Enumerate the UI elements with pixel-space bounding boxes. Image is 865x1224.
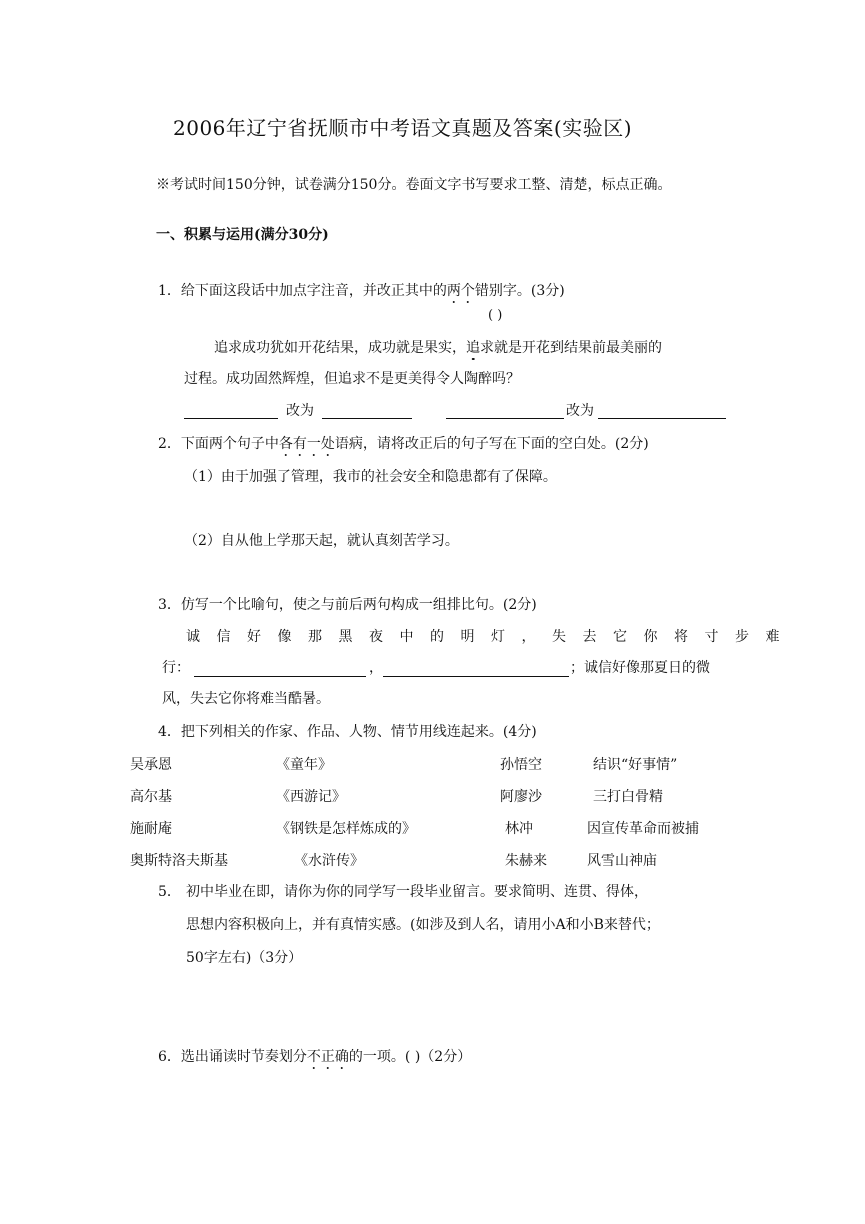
- q1-blank-correct-2[interactable]: [598, 418, 726, 419]
- q3-comma: ，: [369, 660, 383, 676]
- q3-blank-1[interactable]: [194, 676, 366, 677]
- q1-stem-post: 错别字。(3分): [474, 283, 565, 299]
- q6-dotted-char: 确: [334, 1049, 349, 1065]
- question-1-stem: [158, 284, 565, 298]
- q4-plot[interactable]: 因宣传革命而被捕: [587, 821, 699, 837]
- q4-character[interactable]: 孙悟空: [500, 757, 542, 773]
- q1-blank-correct-1[interactable]: [322, 418, 412, 419]
- q4-plot[interactable]: 三打白骨精: [593, 789, 663, 805]
- question-3-stem: 3．仿写一个比喻句，使之与前后两句构成一组排比句。(2分): [158, 597, 537, 613]
- q6-stem-post: 的一项。( )（2分）: [348, 1049, 472, 1065]
- q4-work[interactable]: 《水浒传》: [294, 853, 364, 869]
- q4-character[interactable]: 林冲: [505, 821, 533, 837]
- page-title: 2006年辽宁省抚顺市中考语文真题及答案(实验区): [173, 116, 633, 140]
- q2-sentence-1: （1）由于加强了管理，我市的社会安全和隐患都有了保障。: [184, 469, 557, 485]
- q2-dotted-char: 处: [320, 436, 335, 452]
- question-6-stem: [158, 1050, 471, 1064]
- q2-sentence-2: （2）自从他上学那天起，就认真刻苦学习。: [184, 533, 459, 549]
- q1-blank-wrong-2[interactable]: [446, 418, 564, 419]
- q2-dotted-char: 一: [306, 436, 321, 452]
- q1-answer-paren: ( ): [488, 308, 503, 323]
- q1-dotted-char: 个: [460, 283, 475, 299]
- q6-dotted-char: 不: [306, 1049, 321, 1065]
- q2-dotted-char: 各: [278, 436, 293, 452]
- q1-passage-line-2: 过程。成功固然辉煌，但追求不是更美得令人陶醉吗？: [184, 371, 520, 387]
- q1-dotted-char: 追: [466, 340, 480, 356]
- q3-sentence-line-3: 风，失去它你将难当酷暑。: [162, 691, 330, 707]
- question-5-line-2: 思想内容积极向上，并有真情实感。(如涉及到人名，请用小A和小B来替代；: [186, 917, 660, 933]
- q6-dotted-char: 正: [320, 1049, 335, 1065]
- q1-change-label: 改为: [566, 403, 594, 419]
- question-5-line-1: 初中毕业在即，请你为你的同学写一段毕业留言。要求简明、连贯、得体，: [186, 884, 648, 900]
- q2-stem-pre: 2．下面两个句子中: [158, 436, 279, 452]
- q4-author[interactable]: 奥斯特洛夫斯基: [130, 853, 228, 869]
- q4-author[interactable]: 吴承恩: [130, 757, 172, 773]
- q4-author[interactable]: 施耐庵: [130, 821, 172, 837]
- q4-plot[interactable]: 结识“好事情”: [593, 757, 678, 773]
- q3-prefix: 行：: [162, 660, 190, 676]
- q4-author[interactable]: 高尔基: [130, 789, 172, 805]
- q1-passage-line-1: [214, 341, 662, 355]
- q3-blank-2[interactable]: [383, 676, 569, 677]
- q1-change-label: 改为: [286, 403, 314, 419]
- exam-notice: ※考试时间150分钟，试卷满分150分。卷面文字书写要求工整、清楚，标点正确。: [156, 177, 672, 193]
- question-4-stem: 4．把下列相关的作家、作品、人物、情节用线连起来。(4分): [158, 724, 537, 740]
- q4-character[interactable]: 阿廖沙: [500, 789, 542, 805]
- question-5-number: 5．: [158, 884, 181, 900]
- q4-plot[interactable]: 风雪山神庙: [587, 853, 657, 869]
- q3-sentence-tail: ；诚信好像那夏日的微: [570, 660, 710, 676]
- section-heading: 一、积累与运用(满分30分): [156, 227, 329, 243]
- q1-passage-text: 追求成功犹如开花结果，成功就是果实，: [214, 340, 466, 356]
- q3-sentence-line-1: 诚信好像那黑夜中的明灯，失去它你将寸步难: [186, 629, 796, 645]
- q2-dotted-char: 有: [292, 436, 307, 452]
- question-2-stem: [158, 437, 649, 451]
- q1-stem-pre: 1．给下面这段话中加点字注音，并改正其中的: [158, 283, 447, 299]
- q4-work[interactable]: 《西游记》: [276, 789, 346, 805]
- question-5-line-3: 50字左右)（3分）: [186, 950, 303, 966]
- q1-blank-wrong-1[interactable]: [184, 418, 278, 419]
- q4-work[interactable]: 《钢铁是怎样炼成的》: [276, 821, 416, 837]
- q2-stem-post: 语病，请将改正后的句子写在下面的空白处。(2分): [334, 436, 649, 452]
- q4-character[interactable]: 朱赫来: [505, 853, 547, 869]
- q1-dotted-char: 两: [446, 283, 461, 299]
- q4-work[interactable]: 《童年》: [276, 757, 332, 773]
- q6-stem-pre: 6．选出诵读时节奏划分: [158, 1049, 307, 1065]
- q1-passage-text: 求就是开花到结果前最美丽的: [480, 340, 662, 356]
